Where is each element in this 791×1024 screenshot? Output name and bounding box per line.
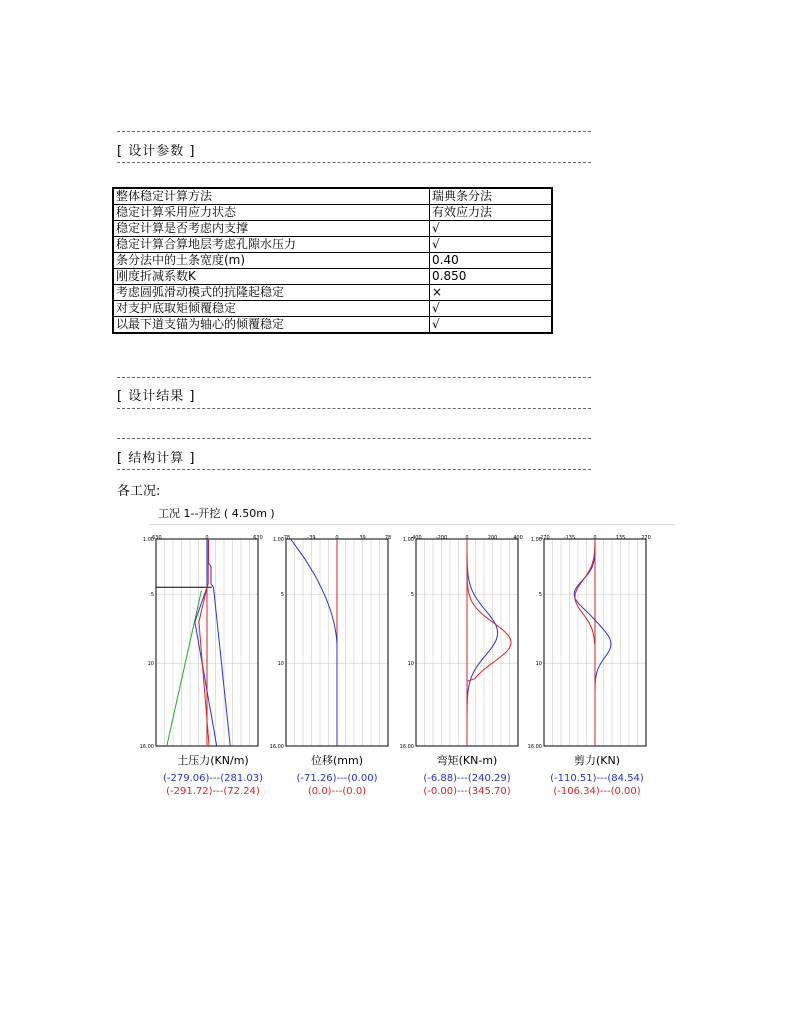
- y-tick-label: 5: [150, 592, 154, 599]
- params-row: [113, 253, 552, 269]
- x-tick-label: -135: [563, 535, 576, 541]
- y-tick-label: 10: [407, 661, 414, 668]
- section-title-results: [ 设计结果 ]: [117, 389, 196, 404]
- earth-pressure-chart: [140, 535, 270, 755]
- chart-range-blue: (-6.88)---(240.29): [423, 773, 511, 784]
- divider: [117, 408, 591, 409]
- param-value: ×: [430, 285, 553, 301]
- x-tick-label: -39: [307, 535, 316, 541]
- param-value: 有效应力法: [430, 205, 553, 221]
- x-tick-label: 270: [641, 535, 651, 541]
- y-tick-label: 1.00: [402, 537, 414, 543]
- chart-range-red: (-106.34)---(0.00): [553, 786, 641, 797]
- chart-range-red: (-0.00)---(345.70): [423, 786, 511, 797]
- params-row: [113, 317, 552, 334]
- y-tick-label: 16.00: [140, 744, 154, 750]
- blue-series: [574, 539, 611, 746]
- x-tick-label: 400: [513, 535, 523, 541]
- section-title-struct: [ 结构计算 ]: [117, 451, 196, 466]
- chart-title: 弯矩(KN-m): [436, 754, 498, 767]
- y-tick-label: 5: [410, 592, 414, 599]
- chart-title: 剪力(KN): [573, 754, 621, 767]
- params-row: [113, 301, 552, 317]
- x-tick-label: 0: [335, 535, 339, 541]
- param-value: √: [430, 317, 553, 334]
- x-tick-label: -200: [435, 535, 448, 541]
- params-row: [113, 221, 552, 237]
- red-series: [467, 539, 511, 746]
- chart-title: 位移(mm): [310, 754, 363, 767]
- x-tick-label: 200: [487, 535, 498, 541]
- params-row: [113, 285, 552, 301]
- y-tick-label: 16.00: [270, 744, 284, 750]
- shear-chart: [528, 535, 658, 755]
- params-row: [113, 205, 552, 221]
- section-title-params: [ 设计参数 ]: [117, 144, 196, 159]
- param-value: 瑞典条分法: [430, 188, 553, 205]
- params-row: [113, 269, 552, 285]
- param-value: √: [430, 221, 553, 237]
- cases-label: 各工况:: [117, 484, 161, 499]
- blue-series: [467, 539, 498, 746]
- params-row: [113, 237, 552, 253]
- chart-range-blue: (-71.26)---(0.00): [296, 773, 378, 784]
- chart-range-red: (-291.72)---(72.24): [166, 786, 260, 797]
- param-key: 稳定计算合算地层考虑孔隙水压力: [113, 237, 430, 253]
- chart-range-blue: (-110.51)---(84.54): [550, 773, 644, 784]
- param-value: √: [430, 237, 553, 253]
- param-key: 整体稳定计算方法: [113, 188, 430, 205]
- divider: [117, 438, 591, 439]
- y-tick-label: 10: [535, 661, 542, 668]
- x-tick-label: 0: [205, 535, 209, 541]
- y-tick-label: 1.00: [142, 537, 154, 543]
- x-tick-label: -270: [538, 535, 550, 541]
- red-series: [199, 539, 209, 746]
- x-tick-label: 0: [593, 535, 597, 541]
- divider: [117, 131, 591, 132]
- x-tick-label: 0: [465, 535, 469, 541]
- divider: [117, 377, 591, 378]
- divider: [117, 162, 591, 163]
- chart-range-blue: (-279.06)---(281.03): [162, 773, 264, 784]
- param-value: 0.850: [430, 269, 553, 285]
- y-tick-label: 16.00: [400, 744, 414, 750]
- y-tick-label: 1.00: [530, 537, 542, 543]
- x-tick-label: -78: [281, 535, 291, 541]
- x-tick-label: 39: [359, 535, 366, 541]
- y-tick-label: 10: [147, 661, 154, 668]
- params-row: [113, 188, 552, 205]
- chart-title: 土压力(KN/m): [177, 754, 249, 767]
- blue-series: [290, 539, 337, 746]
- x-tick-label: -400: [410, 535, 422, 541]
- y-tick-label: 16.00: [528, 744, 542, 750]
- x-tick-label: -630: [150, 535, 162, 541]
- y-tick-label: 10: [277, 661, 284, 668]
- param-key: 刚度折减系数K: [113, 269, 430, 285]
- divider: [150, 524, 675, 525]
- displacement-chart: [270, 535, 400, 755]
- case-title: 工况 1--开挖 ( 4.50m ): [158, 507, 275, 520]
- blue-series: [209, 539, 231, 746]
- params-table: [112, 187, 553, 334]
- param-value: √: [430, 301, 553, 317]
- x-tick-label: 135: [615, 535, 626, 541]
- param-key: 稳定计算是否考虑内支撑: [113, 221, 430, 237]
- param-key: 对支护底取矩倾覆稳定: [113, 301, 430, 317]
- param-key: 稳定计算采用应力状态: [113, 205, 430, 221]
- green-series: [167, 591, 202, 746]
- param-key: 以最下道支锚为轴心的倾覆稳定: [113, 317, 430, 334]
- moment-chart: [400, 535, 530, 755]
- y-tick-label: 1.00: [272, 537, 284, 543]
- param-key: 条分法中的土条宽度(m): [113, 253, 430, 269]
- blue-series: [195, 539, 217, 746]
- x-tick-label: 630: [253, 535, 263, 541]
- chart-range-red: (0.0)---(0.0): [307, 786, 367, 797]
- divider: [117, 469, 591, 470]
- x-tick-label: 78: [384, 535, 392, 541]
- y-tick-label: 5: [280, 592, 284, 599]
- y-tick-label: 5: [538, 592, 542, 599]
- param-key: 考虑圆弧滑动模式的抗隆起稳定: [113, 285, 430, 301]
- param-value: 0.40: [430, 253, 553, 269]
